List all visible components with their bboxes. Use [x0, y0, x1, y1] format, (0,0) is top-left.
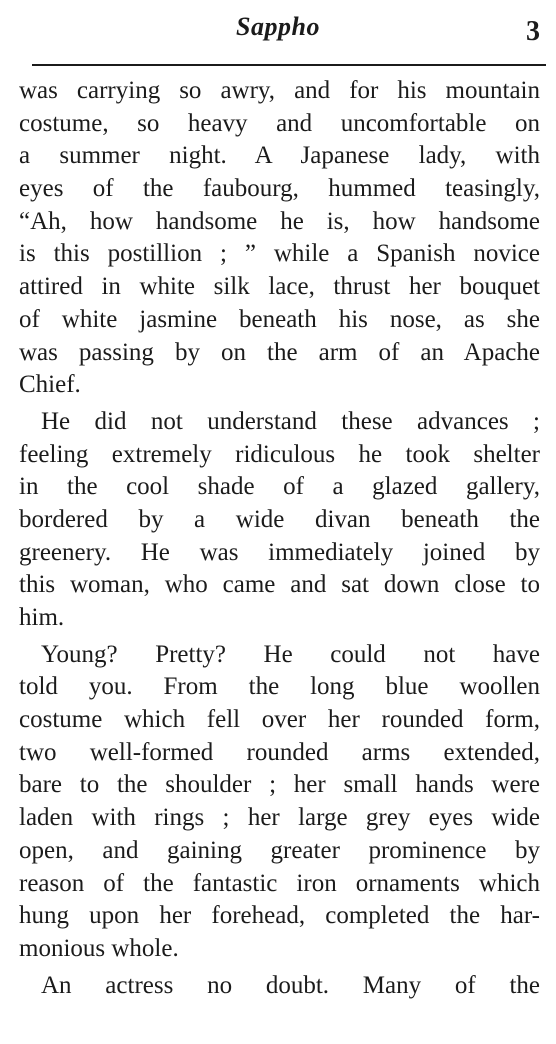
- text-line: in the cool shade of a glazed gallery,: [19, 473, 540, 501]
- paragraph: [19, 75, 540, 402]
- text-line: eyes of the faubourg, hummed teasingly,: [19, 175, 540, 203]
- text-line: is this postillion ; ” while a Spanish novice: [19, 240, 540, 268]
- text-line: was passing by on the arm of an Apache: [19, 338, 540, 366]
- text-line: reason of the fantastic iron ornaments which: [19, 869, 540, 897]
- header-rule: [32, 64, 546, 66]
- text-line: laden with rings ; her large grey eyes wide: [19, 804, 540, 832]
- text-line: him.: [19, 604, 65, 631]
- text-line: greenery. He was immediately joined by: [19, 538, 540, 566]
- page-number: 3: [526, 16, 540, 47]
- text-line: was carrying so awry, and for his mountain: [19, 77, 540, 104]
- text-line: feeling extremely ridiculous he took shelter: [19, 440, 540, 468]
- text-line: He did not understand these advances ;: [41, 407, 540, 435]
- paragraph: [19, 970, 540, 1003]
- text-line: two well-formed rounded arms extended,: [19, 738, 540, 766]
- text-line: of white jasmine beneath his nose, as she: [19, 305, 540, 333]
- text-line: An actress no doubt. Many of the: [41, 971, 540, 999]
- page-header: [0, 10, 556, 70]
- text-line: open, and gaining greater prominence by: [19, 836, 540, 864]
- text-line: attired in white silk lace, thrust her bouquet: [19, 273, 540, 301]
- text-line: costume, so heavy and uncomfortable on: [19, 109, 540, 137]
- text-line: “Ah, how handsome he is, how handsome: [19, 207, 540, 235]
- text-line: Young? Pretty? He could not have: [41, 640, 540, 668]
- body-text: [19, 75, 540, 1006]
- text-line: bordered by a wide divan beneath the: [19, 505, 540, 533]
- text-line: this woman, who came and sat down close to: [19, 571, 540, 599]
- text-line: a summer night. A Japanese lady, with: [19, 142, 540, 170]
- text-line: hung upon her forehead, completed the har-: [19, 902, 540, 930]
- text-line: told you. From the long blue woollen: [19, 673, 540, 701]
- running-title: Sappho: [236, 12, 320, 41]
- paragraph: [19, 406, 540, 635]
- text-line: Chief.: [19, 371, 81, 399]
- text-line: monious whole.: [19, 934, 179, 962]
- paragraph: [19, 639, 540, 966]
- text-line: bare to the shoulder ; her small hands were: [19, 771, 540, 799]
- text-line: costume which fell over her rounded form,: [19, 706, 540, 734]
